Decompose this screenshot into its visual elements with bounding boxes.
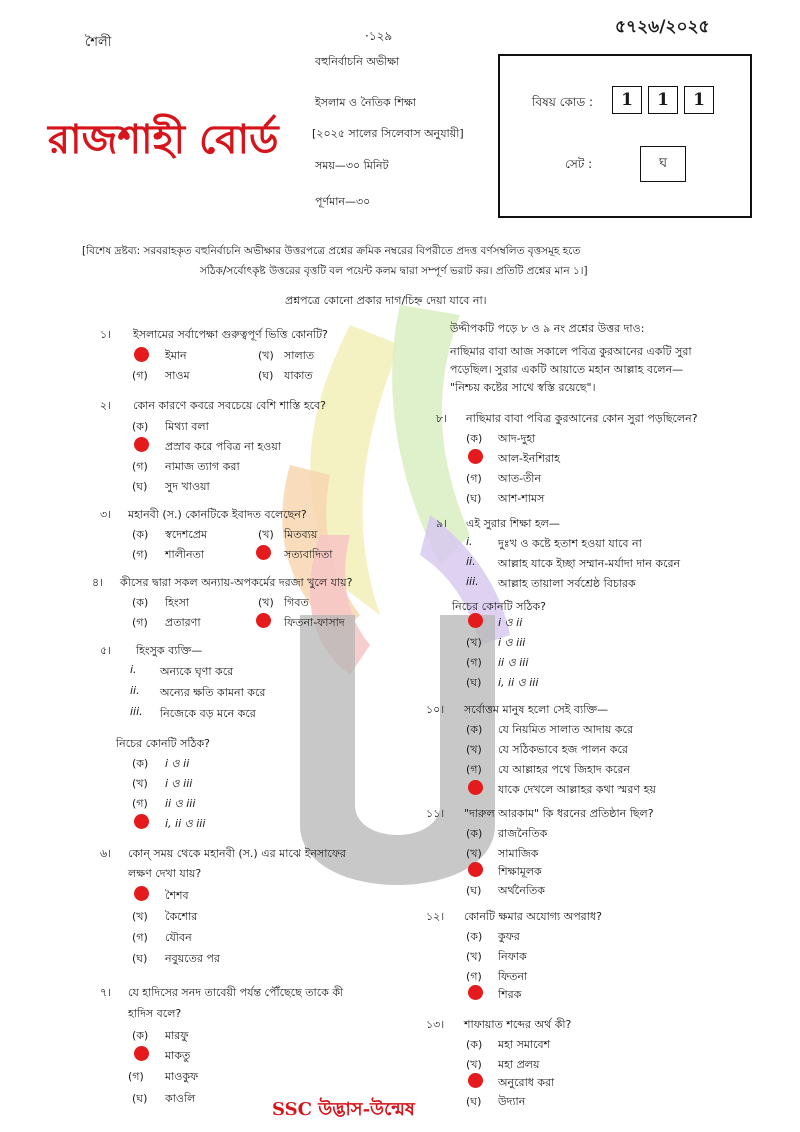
statement-label: i. [466, 535, 473, 548]
option-text: প্রতারণা [165, 616, 201, 629]
statement-text: আল্লাহ তায়ালা সর্বশ্রেষ্ঠ বিচারক [498, 577, 636, 590]
question-text: এই সুরার শিক্ষা হল— [466, 517, 560, 530]
option-text: মিতব্যয় [284, 528, 318, 541]
option-text: আদ-দুহা [498, 432, 536, 445]
option-text: ইমান [165, 349, 187, 362]
set-value: ঘ [640, 146, 686, 182]
option-text: শালীনতা [165, 548, 205, 561]
option-text: ii ও iii [498, 656, 529, 669]
option-text: i ও ii [498, 616, 523, 629]
option-label: (ক) [466, 432, 483, 445]
question-text: কোন্ সময় থেকে মহানবী (স.) এর মাঝে ইনসাফের [128, 847, 346, 860]
answer-marked-dot [468, 1073, 483, 1088]
option-label: (গ) [132, 797, 148, 810]
question-number: ১। [100, 328, 112, 341]
question-number: ১৩। [426, 1018, 445, 1031]
subject-code-digits [612, 86, 714, 114]
option-label: (ঘ) [466, 676, 482, 689]
question-text: হাদিস বলে? [128, 1007, 182, 1020]
statement-label: iii. [130, 705, 143, 718]
option-label: (গ) [132, 369, 148, 382]
option-label: (খ) [466, 1058, 482, 1071]
option-text: অর্থনৈতিক [498, 884, 545, 897]
statement-label: i. [130, 663, 137, 676]
answer-marked-dot [468, 862, 483, 877]
option-text: যে নিয়মিত সালাত আদায় করে [498, 723, 634, 736]
statement-text: দুঃখ ও কষ্টে হতাশ হওয়া যাবে না [498, 537, 642, 550]
option-text: মিথ্যা বলা [165, 420, 209, 433]
answer-marked-dot [468, 449, 483, 464]
sub-question: নিচের কোনটি সঠিক? [116, 737, 210, 750]
option-text: অনুরোধ করা [498, 1076, 555, 1089]
full-marks: পূর্ণমান—৩০ [315, 195, 371, 208]
option-text: মহা সমাবেশ [498, 1038, 551, 1051]
set-label: সেট : [565, 157, 593, 171]
question-number: ৭। [100, 986, 112, 999]
option-label: (ঘ) [466, 492, 482, 505]
option-text: যাকাত [284, 369, 313, 382]
answer-marked-dot [134, 437, 149, 452]
question-text: যে হাদিসের সনদ তাবেয়ী পর্যন্ত পৌঁছেছে তাকে কী [128, 986, 344, 999]
question-text: কোন কারণে কবরে সবচেয়ে বেশি শাস্তি হবে? [133, 399, 326, 412]
option-text: যে সঠিকভাবে হজ পালন করে [498, 743, 628, 756]
question-number: ৫। [100, 644, 112, 657]
option-label: (ঘ) [132, 952, 148, 965]
option-label: (ক) [132, 420, 149, 433]
subject-name: ইসলাম ও নৈতিক শিক্ষা [315, 96, 416, 109]
code-digit: 1 [648, 86, 678, 114]
option-text: i ও iii [498, 636, 526, 649]
option-text: আশ-শামস [498, 492, 545, 505]
option-text: সালাত [284, 349, 315, 362]
option-label: (খ) [258, 528, 274, 541]
instruction-line-3: প্রশ্নপত্রে কোনো প্রকার দাগ/চিহ্ন দেয়া যাবে না। [285, 294, 487, 307]
stem-line: "নিশ্চয় কষ্টের সাথে স্বস্তি রয়েছে"। [450, 381, 596, 394]
option-label: (খ) [466, 950, 482, 963]
option-label: (গ) [466, 656, 482, 669]
question-number: ৯। [436, 517, 448, 530]
option-text: ফিতনা [498, 970, 528, 983]
option-label: (খ) [258, 596, 274, 609]
question-text: নাছিমার বাবা পবিত্র কুরআনের কোন সুরা পড়ছিলেন? [466, 412, 698, 425]
answer-marked-dot [134, 814, 149, 829]
exam-type: বহুনির্বাচনি অভীক্ষা [315, 55, 400, 68]
option-text: ফিতনা-ফাসাদ [284, 616, 345, 629]
option-label: (ঘ) [132, 480, 148, 493]
option-text: i ও ii [165, 757, 190, 770]
question-number: ২। [100, 399, 112, 412]
option-label: (গ) [466, 970, 482, 983]
option-label: (খ) [258, 349, 274, 362]
option-text: শিক্ষামূলক [498, 865, 542, 878]
option-label: (ক) [132, 596, 149, 609]
question-text: কীসের দ্বারা সকল অন্যায়-অপকর্মের দরজা খুলে যায়? [120, 576, 353, 589]
option-label: (ক) [466, 930, 483, 943]
board-title: রাজশাহী বোর্ড [48, 117, 279, 163]
question-text: মহানবী (স.) কোনটিকে ইবাদত বলেছেন? [128, 508, 307, 521]
option-label: (ঘ) [132, 1092, 148, 1105]
option-text: কৈশোর [165, 910, 198, 923]
statement-text: নিজেকে বড় মনে করে [160, 707, 256, 720]
answer-marked-dot [468, 780, 483, 795]
option-text: মহা প্রলয় [498, 1058, 540, 1071]
question-number: ৮। [436, 412, 448, 425]
option-text: রাজনৈতিক [498, 827, 548, 840]
subject-code-label: বিষয় কোড : [532, 95, 594, 109]
shoili-label: শৈলী [85, 35, 112, 50]
option-label: (খ) [466, 847, 482, 860]
question-number: ১১। [426, 807, 445, 820]
option-label: (গ) [466, 763, 482, 776]
question-number: ৪। [92, 576, 104, 589]
option-label: (ক) [466, 827, 483, 840]
option-text: ii ও iii [165, 797, 196, 810]
answer-marked-dot [134, 347, 149, 362]
option-label: (ঘ) [466, 1095, 482, 1108]
option-text: i, ii ও iii [165, 817, 206, 830]
option-label: (গ) [132, 548, 148, 561]
statement-text: অন্যকে ঘৃণা করে [160, 665, 234, 678]
question-number: ১০। [426, 703, 445, 716]
option-text: যে আল্লাহর পথে জিহাদ করেন [498, 763, 630, 776]
page-number: ·১২৯ [365, 29, 393, 43]
option-text: i, ii ও iii [498, 676, 539, 689]
answer-marked-dot [134, 886, 149, 901]
option-text: নিফাক [498, 950, 527, 963]
option-text: কুফর [498, 930, 520, 943]
syllabus-note: [২০২৫ সালের সিলেবাস অনুযায়ী] [312, 127, 464, 140]
footer-brand: SSC উদ্ভাস-উন্মেষ [272, 1099, 415, 1120]
exam-time: সময়—৩০ মিনিট [315, 159, 389, 172]
option-text: সাওম [165, 369, 190, 382]
code-digit: 1 [684, 86, 714, 114]
option-label: (ঘ) [466, 884, 482, 897]
option-text: উদ্যান [498, 1095, 526, 1108]
option-label: (খ) [132, 777, 148, 790]
stem-line: নাছিমার বাবা আজ সকালে পবিত্র কুরআনের একটি সুরা [450, 345, 692, 358]
question-text: লক্ষণ দেখা যায়? [128, 867, 202, 880]
option-text: মাকতু [165, 1049, 191, 1062]
question-text: কোনটি ক্ষমার অযোগ্য অপরাধ? [464, 910, 602, 923]
question-text: "দারুল আরকাম" কি ধরনের প্রতিষ্ঠান ছিল? [464, 807, 654, 820]
subject-code-box [498, 54, 752, 218]
statement-text: অন্যের ক্ষতি কামনা করে [160, 686, 266, 699]
question-text: শাফায়াত শব্দের অর্থ কী? [464, 1018, 572, 1031]
option-label: (খ) [466, 636, 482, 649]
option-text: সামাজিক [498, 847, 539, 860]
answer-marked-dot [134, 1046, 149, 1061]
stem-line: পড়েছিল। সুরার একটি আয়াতে মহান আল্লাহ বলেন— [450, 363, 684, 376]
question-text: হিংসুক ব্যক্তি— [136, 644, 203, 657]
option-label: (গ) [128, 1070, 144, 1083]
option-label: (ক) [132, 528, 149, 541]
statement-label: iii. [466, 575, 479, 588]
option-text: প্রস্রাব করে পবিত্র না হওয়া [165, 440, 281, 453]
option-label: (ক) [466, 723, 483, 736]
code-digit: 1 [612, 86, 642, 114]
option-label: (ক) [132, 757, 149, 770]
option-text: মাওকুফ [165, 1070, 199, 1083]
option-text: নামাজ ত্যাগ করা [165, 460, 240, 473]
option-text: স্বদেশপ্রেম [165, 528, 208, 541]
option-text: যৌবন [165, 931, 192, 944]
instruction-line-2: সঠিক/সর্বোৎকৃষ্ট উত্তরের বৃত্তটি বল পয়েন্ট কলম দ্বারা সম্পূর্ণ ভরাট কর। প্রতিটি প্রশ্নের মান ১।] [200, 265, 588, 277]
question-text: ইসলামের সর্বাপেক্ষা গুরুত্বপূর্ণ ভিত্তি কোনটি? [133, 328, 328, 341]
option-text: নবুয়তের পর [165, 952, 220, 965]
option-text: আত-তীন [498, 472, 542, 485]
answer-marked-dot [256, 613, 271, 628]
option-text: শৈশব [165, 889, 189, 902]
option-label: (গ) [132, 616, 148, 629]
option-label: (ক) [466, 1038, 483, 1051]
answer-marked-dot [256, 545, 271, 560]
statement-label: ii. [466, 555, 476, 568]
option-label: (গ) [466, 472, 482, 485]
question-number: ৬। [100, 847, 112, 860]
question-number: ৩। [100, 508, 112, 521]
sub-question: নিচের কোনটি সঠিক? [452, 600, 546, 613]
answer-marked-dot [468, 985, 483, 1000]
option-label: (গ) [132, 931, 148, 944]
option-text: কাওলি [165, 1092, 196, 1105]
option-text: i ও iii [165, 777, 193, 790]
statement-label: ii. [130, 684, 140, 697]
question-text: সর্বোত্তম মানুষ হলো সেই ব্যক্তি— [464, 703, 609, 716]
option-text: মারফু [165, 1029, 189, 1042]
stem-title: উদ্দীপকটি পড়ে ৮ ও ৯ নং প্রশ্নের উত্তর দাও: [450, 322, 645, 335]
option-label: (ক) [132, 1029, 149, 1042]
option-text: হিংসা [165, 596, 190, 609]
paper-code: ৫৭২৬/২০২৫ [615, 17, 710, 37]
option-text: শিরক [498, 988, 522, 1001]
option-label: (গ) [132, 460, 148, 473]
option-text: গিবত [284, 596, 309, 609]
option-text: যাকে দেখলে আল্লাহর কথা স্মরণ হয় [498, 783, 656, 796]
option-text: সুদ খাওয়া [165, 480, 210, 493]
option-label: (খ) [466, 743, 482, 756]
option-text: সত্যবাদিতা [284, 548, 333, 561]
answer-marked-dot [468, 613, 483, 628]
option-label: (ঘ) [258, 369, 274, 382]
question-number: ১২। [426, 910, 445, 923]
instruction-line-1: [বিশেষ দ্রষ্টব্য: সরবরাহকৃত বহুনির্বাচনি অভীক্ষার উত্তরপত্রে প্রশ্নের ক্রমিক নম্বরের বিপরীতে প্রদত্ত বর্ণসম্বলিত বৃত্তসমূহ হতে [82, 245, 581, 257]
option-text: আল-ইনশিরাহ [498, 452, 560, 465]
statement-text: আল্লাহ যাকে ইচ্ছা সম্মান-মর্যাদা দান করেন [498, 557, 681, 570]
option-label: (খ) [132, 910, 148, 923]
